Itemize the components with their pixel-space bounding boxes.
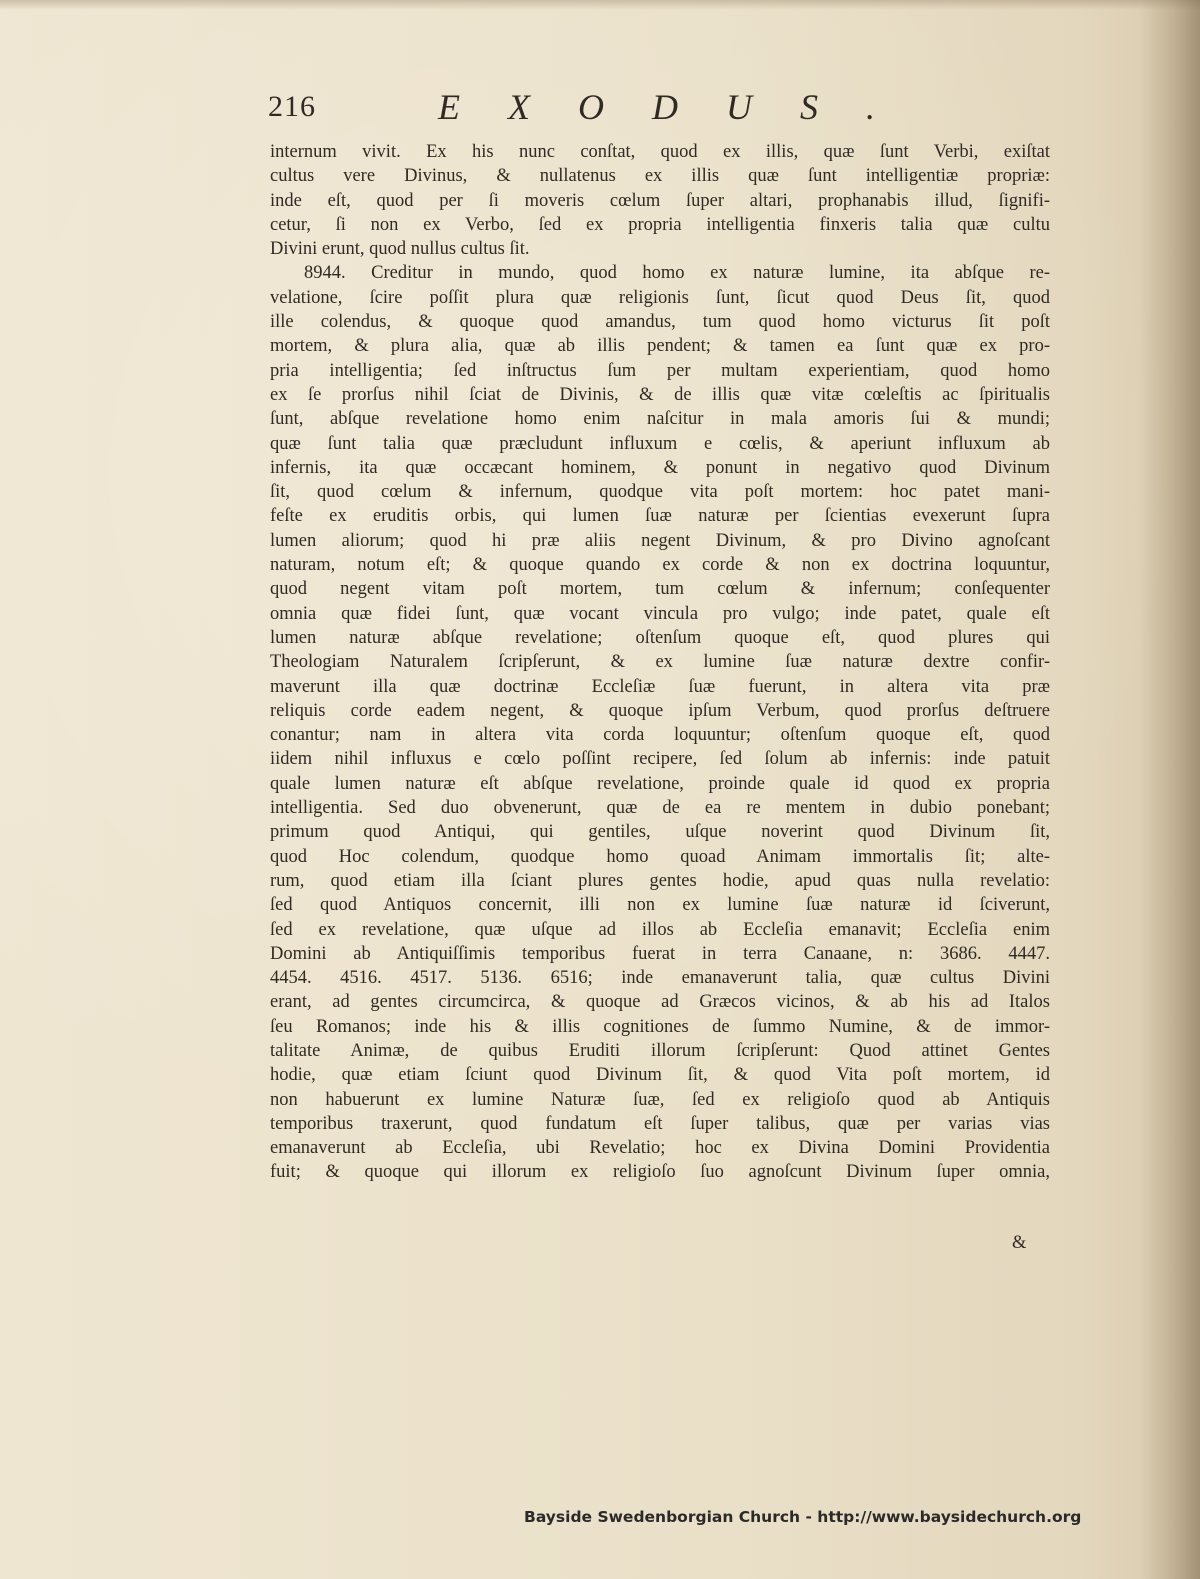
text-line: non habuerunt ex lumine Naturæ ſuæ, ſed ex religioſo quod ab Antiquis bbox=[270, 1089, 1050, 1110]
text-line: lumen naturæ abſque revelatione; oſtenſum quoque eſt, quod plures qui bbox=[270, 627, 1050, 648]
text-line: emanaverunt ab Eccleſia, ubi Revelatio; hoc ex Divina Domini Providentia bbox=[270, 1138, 1050, 1159]
page-number: 216 bbox=[268, 90, 316, 123]
text-line: ille colendus, & quoque quod amandus, tum quod homo victurus ſit poſt bbox=[270, 312, 1050, 333]
catchword: & bbox=[1012, 1233, 1027, 1253]
text-line: intelligentia. Sed duo obvenerunt, quæ de ea re mentem in dubio ponebant; bbox=[270, 798, 1050, 819]
text-line: hodie, quæ etiam ſciunt quod Divinum ſit, & quod Vita poſt mortem, id bbox=[270, 1065, 1050, 1086]
text-line: Theologiam Naturalem ſcripſerunt, & ex lumine ſuæ naturæ dextre confir- bbox=[270, 652, 1050, 673]
text-line: ſed ex revelatione, quæ uſque ad illos ab Eccleſia emanavit; Eccleſia enim bbox=[270, 919, 1050, 940]
text-line: ſeu Romanos; inde his & illis cognitiones de ſummo Numine, & de immor- bbox=[270, 1016, 1050, 1037]
paragraph-start-line: 8944. Creditur in mundo, quod homo ex naturæ lumine, ita abſque re- bbox=[304, 263, 1050, 284]
footer-credit: Bayside Swedenborgian Church - http://www.baysidechurch.org bbox=[524, 1508, 1082, 1526]
text-line: Domini ab Antiquiſſimis temporibus fuerat in terra Canaane, n: 3686. 4447. bbox=[270, 943, 1050, 964]
spine-shadow bbox=[1140, 0, 1200, 1579]
text-line: ex ſe prorſus nihil ſciat de Divinis, & de illis quæ vitæ cœleſtis ac ſpiritualis bbox=[270, 384, 1050, 405]
text-line: primum quod Antiqui, qui gentiles, uſque noverint quod Divinum ſit, bbox=[270, 822, 1050, 843]
text-line: cultus vere Divinus, & nullatenus ex illis quæ ſunt intelligentiæ propriæ: bbox=[270, 166, 1050, 187]
text-line: ſit, quod cœlum & infernum, quodque vita poſt mortem: hoc patet mani- bbox=[270, 482, 1050, 503]
running-title: EXODUS. bbox=[438, 87, 923, 127]
text-line: 4454. 4516. 4517. 5136. 6516; inde emanaverunt talia, quæ cultus Divini bbox=[270, 968, 1050, 989]
text-line: mortem, & plura alia, quæ ab illis pendent; & tamen ea ſunt quæ ex pro- bbox=[270, 336, 1050, 357]
text-line: naturam, notum eſt; & quoque quando ex corde & non ex doctrina loquuntur, bbox=[270, 555, 1050, 576]
text-line: pria intelligentia; ſed inſtructus ſum per multam experientiam, quod homo bbox=[270, 360, 1050, 381]
text-line: omnia quæ fidei ſunt, quæ vocant vincula pro vulgo; inde patet, quale eſt bbox=[270, 603, 1050, 624]
text-line: maverunt illa quæ doctrinæ Eccleſiæ ſuæ fuerunt, in altera vita præ bbox=[270, 676, 1050, 697]
text-line: Divini erunt, quod nullus cultus ſit. bbox=[270, 239, 530, 260]
text-line: quale lumen naturæ eſt abſque revelatione, proinde quale id quod ex propria bbox=[270, 773, 1050, 794]
text-line: quæ ſunt talia quæ præcludunt influxum e cœlis, & aperiunt influxum ab bbox=[270, 433, 1050, 454]
text-line: reliquis corde eadem negent, & quoque ipſum Verbum, quod prorſus deſtruere bbox=[270, 700, 1050, 721]
text-line: conantur; nam in altera vita corda loquuntur; oſtenſum quoque eſt, quod bbox=[270, 725, 1050, 746]
text-line: velatione, ſcire poſſit plura quæ religionis ſunt, ſicut quod Deus ſit, quod bbox=[270, 287, 1050, 308]
text-line: quod Hoc colendum, quodque homo quoad Animam immortalis ſit; alte- bbox=[270, 846, 1050, 867]
text-line: rum, quod etiam illa ſciant plures gentes hodie, apud quas nulla revelatio: bbox=[270, 870, 1050, 891]
text-line: ſed quod Antiquos concernit, illi non ex lumine ſuæ naturæ id ſciverunt, bbox=[270, 895, 1050, 916]
text-line: cetur, ſi non ex Verbo, ſed ex propria intelligentia finxeris talia quæ cultu bbox=[270, 214, 1050, 235]
text-line: erant, ad gentes circumcirca, & quoque ad Græcos vicinos, & ab his ad Italos bbox=[270, 992, 1050, 1013]
text-line: inde eſt, quod per ſi moveris cœlum ſuper altari, prophanabis illud, ſignifi- bbox=[270, 190, 1050, 211]
text-line: fuit; & quoque qui illorum ex religioſo ſuo agnoſcunt Divinum ſuper omnia, bbox=[270, 1162, 1050, 1183]
page-header bbox=[268, 86, 1038, 134]
text-line: talitate Animæ, de quibus Eruditi illorum ſcripſerunt: Quod attinet Gentes bbox=[270, 1040, 1050, 1061]
page-top-edge bbox=[0, 0, 1200, 10]
body-text bbox=[270, 140, 1050, 1185]
text-line: lumen aliorum; quod hi præ aliis negent Divinum, & pro Divino agnoſcant bbox=[270, 530, 1050, 551]
text-line: infernis, ita quæ occæcant hominem, & ponunt in negativo quod Divinum bbox=[270, 457, 1050, 478]
text-line: ſunt, abſque revelatione homo enim naſcitur in mala amoris ſui & mundi; bbox=[270, 409, 1050, 430]
text-line: internum vivit. Ex his nunc conſtat, quod ex illis, quæ ſunt Verbi, exiſtat bbox=[270, 142, 1050, 162]
text-line: feſte ex eruditis orbis, qui lumen ſuæ naturæ per ſcientias evexerunt ſupra bbox=[270, 506, 1050, 527]
text-line: temporibus traxerunt, quod fundatum eſt ſuper talibus, quæ per varias vias bbox=[270, 1113, 1050, 1134]
text-line: quod negent vitam poſt mortem, tum cœlum & infernum; conſequenter bbox=[270, 579, 1050, 600]
text-line: iidem nihil influxus e cœlo poſſint recipere, ſed ſolum ab infernis: inde patuit bbox=[270, 749, 1050, 770]
